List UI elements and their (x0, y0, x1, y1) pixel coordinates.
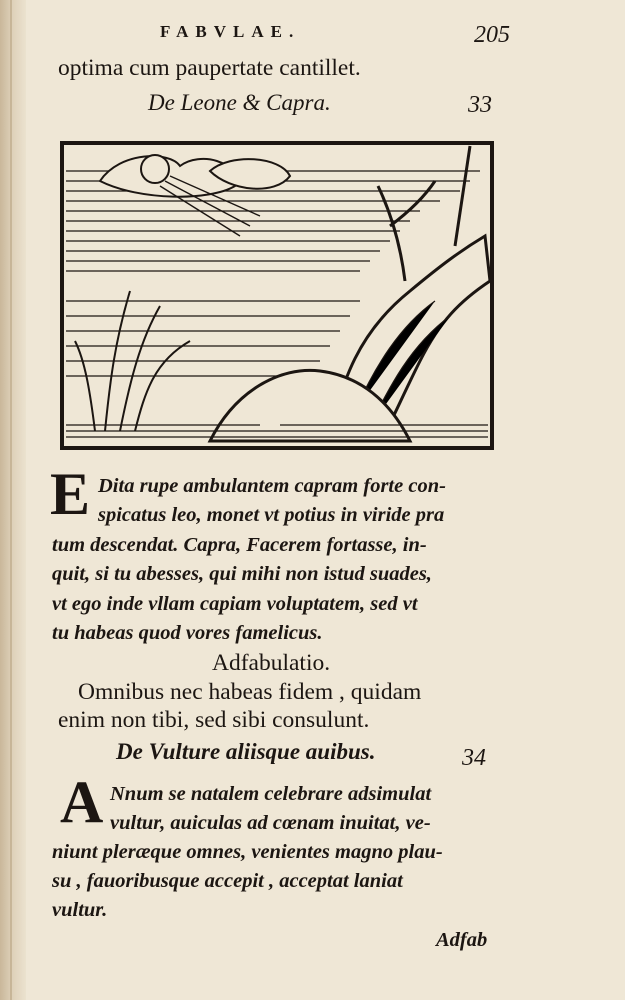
fable-34-text-line: niunt pleræque omnes, venientes magno plau- (52, 841, 443, 863)
moral-line: Omnibus nec habeas fidem , quidam (78, 679, 422, 705)
fable-33-text-line: quit, si tu abesses, qui mihi non istud suades, (52, 563, 432, 585)
moral-heading: Adfabulatio. (212, 650, 331, 676)
opening-line: optima cum paupertate cantillet. (58, 55, 361, 81)
moral-line: enim non tibi, sed sibi consulunt. (58, 707, 370, 733)
dropcap-e: E (50, 461, 91, 527)
fable-34-number: 34 (462, 745, 486, 771)
fable-33-title: De Leone & Capra. (148, 90, 331, 115)
fable-34-text-line: vultur, auiculas ad cœnam inuitat, ve- (110, 812, 431, 834)
dropcap-a: A (60, 769, 104, 835)
catchword: Adfab (436, 929, 488, 951)
fable-33-text-line: spicatus leo, monet vt potius in viride pra (98, 504, 445, 526)
fable-34-text-line: vultur. (52, 899, 108, 921)
page-number: 205 (474, 22, 510, 48)
fable-33-text-line: Dita rupe ambulantem capram forte con- (98, 475, 446, 497)
fable-34-title: De Vulture aliisque auibus. (116, 739, 376, 764)
running-head: FABVLAE. (160, 22, 301, 41)
page-gutter (0, 0, 26, 1000)
fable-33-number: 33 (468, 92, 492, 118)
fable-33-text-line: tum descendat. Capra, Facerem fortasse, in- (52, 534, 427, 556)
fable-34-text-line: su , fauoribusque accepit , acceptat laniat (52, 870, 403, 892)
fable-33-text-line: vt ego inde vllam capiam voluptatem, sed vt (52, 593, 418, 615)
fable-33-text-line: tu habeas quod vores famelicus. (52, 622, 323, 644)
fable-34-text-line: Nnum se natalem celebrare adsimulat (110, 783, 432, 805)
woodcut-illustration (60, 141, 494, 450)
